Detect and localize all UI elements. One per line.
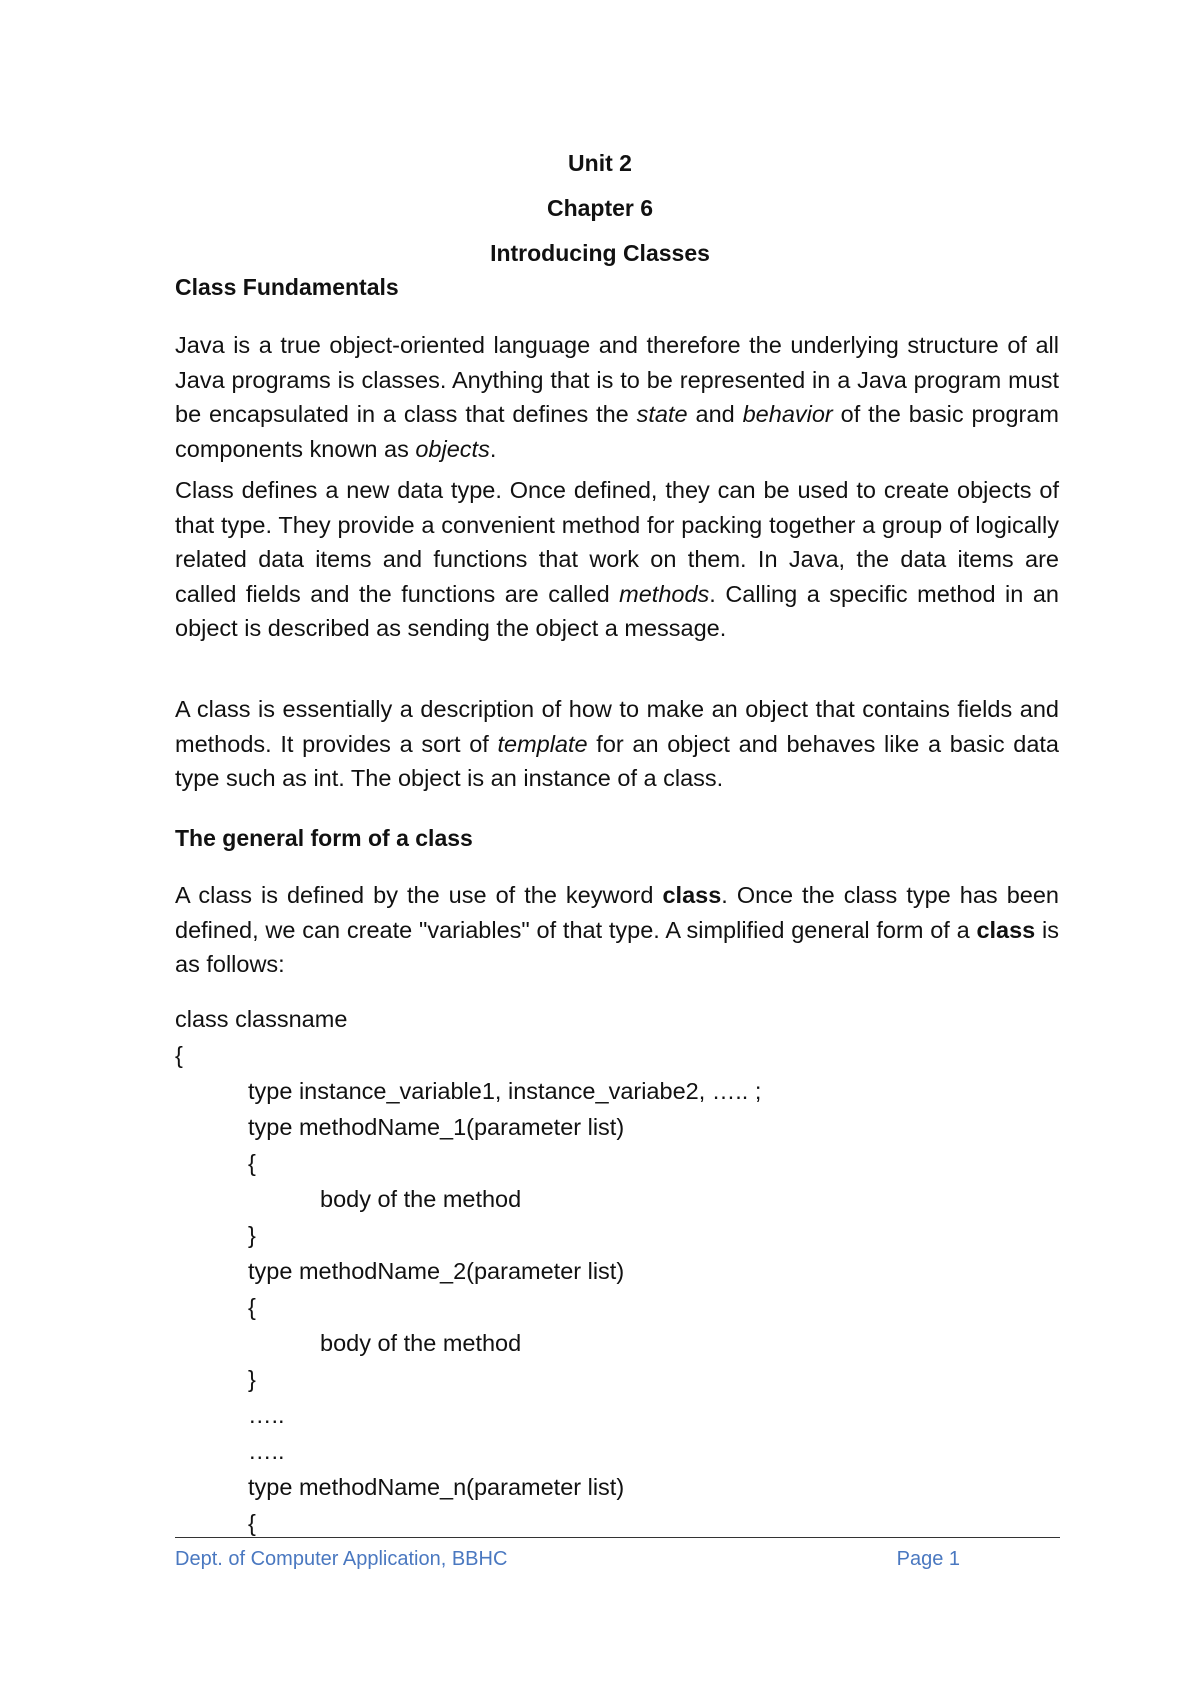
unit-label: Unit 2 — [568, 150, 632, 176]
text-run: Class defines a new data type. Once defined, they can be used to create objects of that type. They provide a convenient method for packing together a group of logically related data items and functions that work on them. In Java, the data items are called fields and the functions are called — [175, 477, 1059, 607]
footer-divider — [175, 1537, 1060, 1538]
code-line: type methodName_1(parameter list) — [248, 1114, 625, 1140]
italic-term-behavior: behavior — [742, 401, 833, 428]
bold-keyword-class: class — [976, 916, 1036, 943]
footer-page-number: Page 1 — [896, 1548, 960, 1570]
page-title: Introducing Classes — [490, 240, 710, 266]
code-line: ….. — [248, 1402, 285, 1428]
section-heading-class-fundamentals: Class Fundamentals — [175, 274, 399, 300]
paragraph-java-oo — [175, 328, 1059, 466]
code-line: } — [248, 1366, 256, 1392]
code-line: { — [175, 1042, 183, 1068]
italic-term-state: state — [636, 401, 688, 428]
italic-term-template: template — [497, 730, 588, 757]
footer-department: Dept. of Computer Application, BBHC — [175, 1548, 508, 1570]
code-line: class classname — [175, 1006, 348, 1032]
text-run: of the basic program components known as — [175, 401, 1059, 462]
code-line: } — [248, 1222, 256, 1248]
text-run: and — [687, 401, 743, 428]
paragraph-class-data-type — [175, 473, 1059, 646]
code-line: type methodName_2(parameter list) — [248, 1258, 625, 1284]
code-line: type methodName_n(parameter list) — [248, 1474, 625, 1500]
code-line: type instance_variable1, instance_variabe2, ….. ; — [248, 1078, 762, 1104]
text-run: . Calling a specific method in an object is described as sending the object a message. — [175, 580, 1059, 642]
text-run: Java is a true object-oriented language and therefore the underlying structure of all Java programs is classes. Anything that is to be represented in a Java program must be encapsulated in a class that defines the — [175, 332, 1059, 428]
italic-term-methods: methods — [619, 580, 710, 607]
text-run: . Once the class type has been defined, we can create "variables" of that type. A simplified general form of a — [175, 882, 1059, 943]
paragraph-class-description — [175, 692, 1059, 796]
text-run: A class is essentially a description of how to make an object that contains fields and methods. It provides a sort of — [175, 696, 1059, 757]
italic-term-objects: objects — [415, 435, 490, 462]
code-line: body of the method — [320, 1186, 522, 1212]
text-run: . — [489, 435, 497, 462]
code-line: { — [248, 1510, 256, 1536]
section-heading-general-form: The general form of a class — [175, 825, 473, 851]
code-line: body of the method — [320, 1330, 522, 1356]
chapter-label: Chapter 6 — [546, 195, 654, 221]
code-line: ….. — [248, 1438, 285, 1464]
code-line: { — [248, 1294, 256, 1320]
text-run: A class is defined by the use of the keyword — [175, 882, 663, 908]
text-run: is as follows: — [175, 916, 1060, 978]
bold-keyword-class: class — [662, 882, 722, 908]
paragraph-class-keyword — [175, 878, 1059, 982]
code-line: { — [248, 1150, 256, 1176]
text-run: for an object and behaves like a basic data type such as int. The object is an instance of a class. — [175, 730, 1059, 792]
